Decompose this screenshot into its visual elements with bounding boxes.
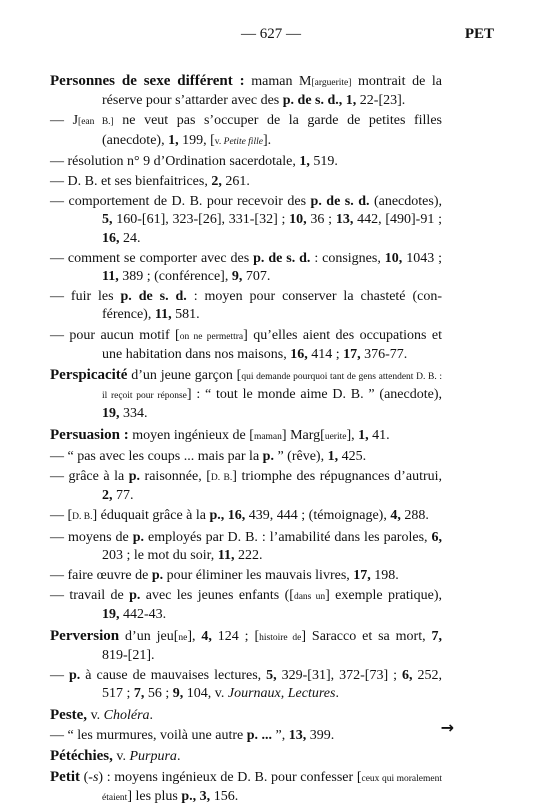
index-entry: — travail de p. avec les jeunes enfants ([dans un] exemple pratique), 19, 442-43. (50, 588, 442, 623)
index-entry: — résolution n° 9 d’Ordination sacerdotale, 1, 519. (50, 153, 338, 169)
index-entry: — comment se comporter avec des p. de s. d. : consignes, 10, 1043 ; 11, 389 ; (conférence], 9, 707. (50, 250, 443, 285)
page-header (0, 26, 542, 46)
index-entry: Petit (-s) : moyens ingénieux de D. B. pour confesser [ceux qui moralement étaient] les plus p., 3, 156. (50, 769, 442, 805)
index-entry: — “ pas avec les coups ... mais par la p. ” (rêve), 1, 425. (50, 448, 367, 464)
index-entry: — faire œuvre de p. pour éliminer les mauvais livres, 17, 198. (50, 568, 399, 584)
index-entry: Peste, v. Choléra. (50, 706, 154, 723)
continuation-arrow-icon: → (440, 718, 454, 737)
index-entry: Perspicacité d’un jeune garçon [qui demande pourquoi tant de gens attendent D. B. : il reçoit pour réponse] : “ tout le monde aime D. B. ” (anecdote), 19, 334. (50, 367, 442, 422)
running-head: PET (464, 26, 494, 42)
index-entry: — fuir les p. de s. d. : moyen pour conserver la chasteté (conférence), 11, 581. (50, 289, 442, 323)
index-entry: Pétéchies, v. Purpura. (50, 747, 181, 764)
index-entry: — “ les murmures, voilà une autre p. ... ”, 13, 399. (50, 727, 335, 743)
index-entry: — p. à cause de mauvaises lectures, 5, 329-[31], 372-[73] ; 6, 252, 517 ; 7, 56 ; 9, 104, v. Journaux, Lectures. (50, 668, 442, 702)
index-entry: — moyens de p. employés par D. B. : l’amabilité dans les paroles, 6, 203 ; le mot du soir, 11, 222. (50, 529, 442, 563)
page-number: — 627 — (241, 26, 301, 42)
index-entry: — J[ean B.] ne veut pas s’occuper de la garde de petites filles (anecdote), 1, 199, [v. Petite fille]. (50, 113, 442, 148)
index-entry: — grâce à la p. raisonnée, [D. B.] triomphe des répugnances d’autrui, 2, 77. (50, 469, 443, 504)
index-entry: Persuasion : moyen ingénieux de [maman] Marg[uerite], 1, 41. (50, 426, 390, 443)
index-entry: — D. B. et ses bienfaitrices, 2, 261. (50, 174, 250, 190)
index-entry: — comportement de D. B. pour recevoir des p. de s. d. (anecdotes), 5, 160-[61], 323-[26], 331-[32] ; 10, 36 ; 13, 442, [490]-91 ; 16, 24. (50, 194, 442, 246)
index-body (50, 72, 442, 810)
index-entry: Perversion d’un jeu[ne], 4, 124 ; [histoire de] Saracco et sa mort, 7, 819-[21]. (50, 627, 442, 663)
index-entry: — pour aucun motif [on ne permettra] qu’elles aient des occupations et une habitation dans nos maisons, 16, 414 ; 17, 376-77. (50, 327, 442, 362)
index-entry: Personnes de sexe différent : maman M[arguerite] montrait de la réserve pour s’attarder avec des p. de s. d., 1, 22-[23]. (50, 73, 442, 109)
index-entry: — [D. B.] éduquait grâce à la p., 16, 439, 444 ; (témoignage), 4, 288. (50, 508, 429, 524)
